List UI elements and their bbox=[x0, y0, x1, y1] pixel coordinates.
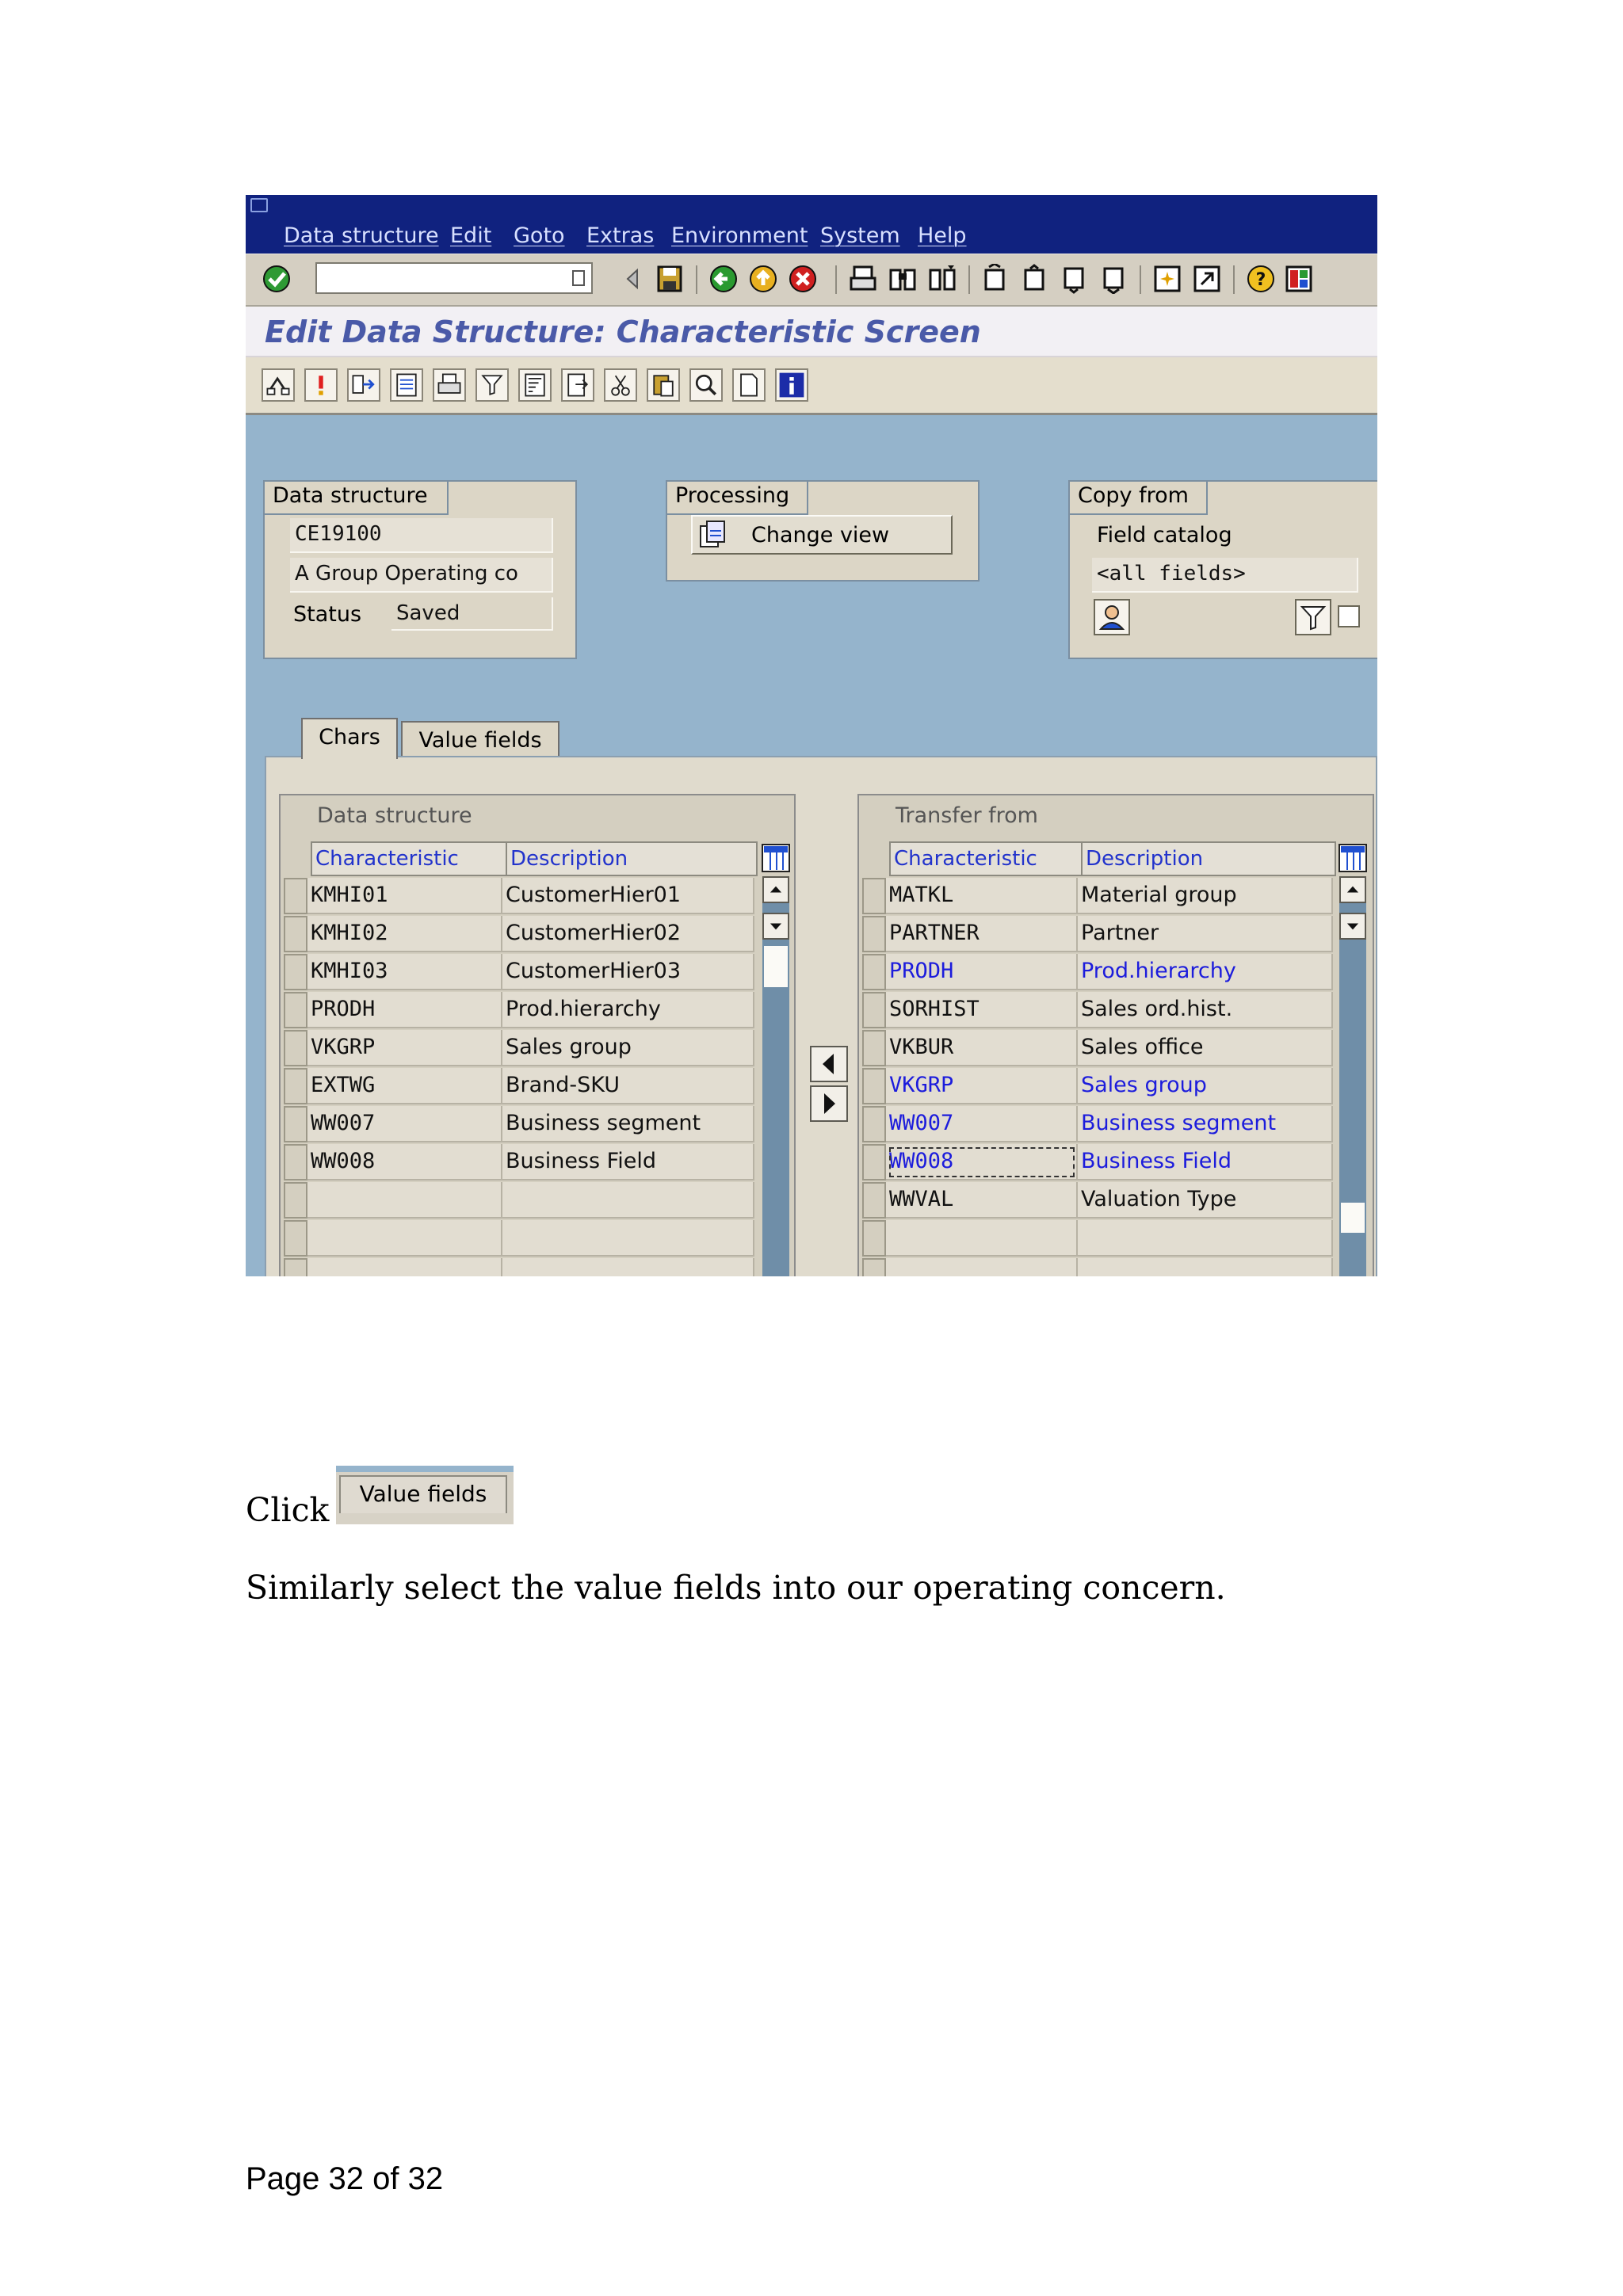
processing-group-title: Processing bbox=[675, 483, 790, 508]
characteristic-cell bbox=[307, 1258, 502, 1276]
screen-title-bar bbox=[246, 307, 1377, 357]
characteristic-cell: PRODH bbox=[886, 954, 1078, 990]
details-icon[interactable] bbox=[390, 368, 423, 402]
cut-icon[interactable] bbox=[604, 368, 637, 402]
description-cell: Prod.hierarchy bbox=[1078, 954, 1333, 990]
description-cell bbox=[502, 1182, 754, 1219]
left-scroll-thumb[interactable] bbox=[764, 946, 788, 987]
transfer-icon[interactable] bbox=[347, 368, 380, 402]
transfer-right-arrow-icon[interactable] bbox=[810, 1085, 848, 1122]
find-icon[interactable] bbox=[888, 264, 918, 294]
left-table-title: Data structure bbox=[317, 803, 472, 828]
description-cell bbox=[502, 1258, 754, 1276]
characteristic-cell bbox=[307, 1220, 502, 1257]
description-cell: Sales ord.hist. bbox=[1078, 992, 1333, 1028]
row-selector[interactable] bbox=[284, 992, 307, 1028]
save-icon[interactable] bbox=[655, 264, 685, 294]
table-row[interactable] bbox=[862, 992, 1338, 1030]
data-structure-name-field: CE19100 bbox=[290, 518, 553, 553]
menu-bar bbox=[246, 195, 1377, 254]
paste-icon[interactable] bbox=[647, 368, 680, 402]
characteristic-cell bbox=[307, 1182, 502, 1219]
instruction-paragraph: Similarly select the value fields into our operating concern. bbox=[246, 1569, 1226, 1607]
table-row[interactable] bbox=[284, 1106, 759, 1144]
row-selector[interactable] bbox=[284, 916, 307, 952]
toolbar-separator bbox=[1140, 265, 1141, 294]
table-row[interactable] bbox=[284, 992, 759, 1030]
row-selector[interactable] bbox=[284, 1030, 307, 1066]
table-row[interactable] bbox=[284, 1068, 759, 1106]
information-icon[interactable] bbox=[775, 368, 808, 402]
description-cell: Business Field bbox=[1078, 1144, 1333, 1180]
characteristic-cell: EXTWG bbox=[307, 1068, 502, 1104]
last-page-icon[interactable] bbox=[1098, 264, 1128, 294]
table-row[interactable] bbox=[284, 1182, 759, 1220]
right-table-rows bbox=[862, 878, 1338, 1276]
row-selector[interactable] bbox=[862, 992, 886, 1028]
system-menu-icon[interactable] bbox=[250, 198, 268, 212]
help-icon[interactable] bbox=[1246, 264, 1276, 294]
table-row[interactable] bbox=[862, 1220, 1338, 1258]
scroll-up-icon[interactable] bbox=[762, 876, 789, 903]
status-value: Saved bbox=[391, 597, 553, 631]
toolbar-separator bbox=[968, 265, 970, 294]
page-footer: Page 32 of 32 bbox=[246, 2161, 444, 2196]
description-cell: CustomerHier03 bbox=[502, 954, 754, 990]
description-cell: Partner bbox=[1078, 916, 1333, 952]
row-selector[interactable] bbox=[862, 878, 886, 914]
right-vertical-scrollbar[interactable] bbox=[1339, 876, 1366, 1276]
next-page-icon[interactable] bbox=[1059, 264, 1089, 294]
characteristic-cell: WW007 bbox=[307, 1106, 502, 1142]
characteristic-cell: KMHI01 bbox=[307, 878, 502, 914]
tab-value-fields-label: Value fields bbox=[418, 728, 542, 753]
right-column-config-icon[interactable] bbox=[1338, 843, 1368, 873]
table-row[interactable] bbox=[284, 1030, 759, 1068]
table-row[interactable] bbox=[862, 1068, 1338, 1106]
description-cell: Brand-SKU bbox=[502, 1068, 754, 1104]
row-selector[interactable] bbox=[284, 1220, 307, 1257]
description-cell: CustomerHier01 bbox=[502, 878, 754, 914]
description-cell bbox=[1078, 1220, 1333, 1257]
search-icon[interactable] bbox=[689, 368, 723, 402]
left-column-config-icon[interactable] bbox=[761, 843, 791, 873]
characteristic-cell: PARTNER bbox=[886, 916, 1078, 952]
menu-edit[interactable]: Edit bbox=[450, 223, 492, 248]
right-table bbox=[857, 794, 1374, 1276]
left-table bbox=[279, 794, 796, 1276]
description-cell: Business Field bbox=[502, 1144, 754, 1180]
row-selector[interactable] bbox=[862, 916, 886, 952]
row-selector[interactable] bbox=[862, 1144, 886, 1180]
enter-checkmark-icon[interactable] bbox=[262, 264, 292, 294]
table-row[interactable] bbox=[862, 1182, 1338, 1220]
change-view-icon bbox=[697, 520, 727, 550]
description-cell: Sales group bbox=[1078, 1068, 1333, 1104]
application-toolbar bbox=[246, 357, 1377, 415]
toolbar-separator bbox=[1233, 265, 1235, 294]
other-structure-icon[interactable] bbox=[262, 368, 295, 402]
print-list-icon[interactable] bbox=[433, 368, 466, 402]
tab-chars[interactable] bbox=[301, 718, 398, 759]
click-instruction-text: Click bbox=[246, 1491, 330, 1529]
toolbar-separator bbox=[835, 265, 837, 294]
menu-help[interactable]: Help bbox=[918, 223, 967, 248]
copy-from-group-title: Copy from bbox=[1078, 483, 1189, 508]
table-row[interactable] bbox=[862, 1106, 1338, 1144]
data-structure-description-field: A Group Operating co bbox=[290, 558, 553, 593]
table-row[interactable] bbox=[862, 878, 1338, 916]
row-selector[interactable] bbox=[284, 1068, 307, 1104]
characteristic-cell: WW008 bbox=[307, 1144, 502, 1180]
new-document-icon[interactable] bbox=[732, 368, 766, 402]
menu-system[interactable]: System bbox=[820, 223, 900, 248]
row-selector[interactable] bbox=[862, 1068, 886, 1104]
export-icon[interactable] bbox=[561, 368, 594, 402]
tab-chars-label: Chars bbox=[319, 725, 380, 749]
table-row[interactable] bbox=[284, 1220, 759, 1258]
value-fields-button-label: Value fields bbox=[339, 1475, 507, 1513]
row-selector[interactable] bbox=[862, 1182, 886, 1219]
find-next-icon[interactable] bbox=[927, 264, 957, 294]
characteristic-cell: WW007 bbox=[886, 1106, 1078, 1142]
description-cell: CustomerHier02 bbox=[502, 916, 754, 952]
menu-goto[interactable]: Goto bbox=[514, 223, 565, 248]
row-selector[interactable] bbox=[862, 1106, 886, 1142]
exit-icon[interactable] bbox=[748, 264, 778, 294]
description-cell: Prod.hierarchy bbox=[502, 992, 754, 1028]
description-cell: Sales group bbox=[502, 1030, 754, 1066]
filter-selection-icon[interactable] bbox=[1295, 599, 1331, 635]
characteristic-cell: VKBUR bbox=[886, 1030, 1078, 1066]
layout-menu-icon[interactable] bbox=[1284, 264, 1314, 294]
change-view-label: Change view bbox=[751, 523, 890, 547]
description-cell: Material group bbox=[1078, 878, 1333, 914]
screen-title: Edit Data Structure: Characteristic Screen bbox=[265, 315, 981, 349]
characteristic-cell bbox=[886, 1258, 1078, 1276]
filter-icon[interactable] bbox=[475, 368, 509, 402]
value-fields-button-image bbox=[336, 1466, 514, 1524]
copy-from-group bbox=[1068, 480, 1377, 659]
description-cell: Business segment bbox=[502, 1106, 754, 1142]
table-row[interactable] bbox=[284, 1258, 759, 1276]
sap-window bbox=[246, 195, 1377, 1276]
description-cell bbox=[502, 1220, 754, 1257]
description-cell: Valuation Type bbox=[1078, 1182, 1333, 1219]
menu-extras[interactable]: Extras bbox=[586, 223, 655, 248]
characteristic-cell: VKGRP bbox=[886, 1068, 1078, 1104]
row-selector[interactable] bbox=[862, 1030, 886, 1066]
characteristic-cell: WW008 bbox=[886, 1144, 1078, 1180]
field-catalog-label: Field catalog bbox=[1097, 523, 1232, 547]
row-selector[interactable] bbox=[862, 1258, 886, 1276]
first-page-icon[interactable] bbox=[980, 264, 1010, 294]
characteristic-cell: SORHIST bbox=[886, 992, 1078, 1028]
row-selector[interactable] bbox=[862, 954, 886, 990]
scroll-down-icon[interactable] bbox=[1339, 913, 1366, 940]
back-icon[interactable] bbox=[708, 264, 739, 294]
previous-page-icon[interactable] bbox=[1019, 264, 1049, 294]
row-selector[interactable] bbox=[284, 1258, 307, 1276]
left-vertical-scrollbar[interactable] bbox=[762, 876, 789, 1276]
left-header-characteristic[interactable]: Characteristic bbox=[311, 841, 507, 876]
characteristic-cell: KMHI03 bbox=[307, 954, 502, 990]
right-header-description[interactable]: Description bbox=[1081, 841, 1336, 876]
characteristic-cell: PRODH bbox=[307, 992, 502, 1028]
characteristic-cell: MATKL bbox=[886, 878, 1078, 914]
left-table-rows bbox=[284, 878, 759, 1276]
menu-data-structure[interactable]: Data structure bbox=[284, 223, 439, 248]
chars-tab-panel bbox=[265, 756, 1377, 1276]
left-header-description[interactable]: Description bbox=[506, 841, 758, 876]
standard-toolbar bbox=[246, 254, 1377, 307]
command-history-icon[interactable] bbox=[572, 270, 585, 286]
field-catalog-value-field[interactable]: <all fields> bbox=[1092, 558, 1358, 593]
data-structure-group bbox=[263, 480, 577, 659]
toolbar-separator bbox=[696, 265, 697, 294]
table-row[interactable] bbox=[284, 916, 759, 954]
characteristic-cell: WWVAL bbox=[886, 1182, 1078, 1219]
tab-value-fields[interactable] bbox=[401, 721, 559, 759]
processing-group bbox=[666, 480, 980, 582]
characteristic-cell: VKGRP bbox=[307, 1030, 502, 1066]
info-marker-icon[interactable] bbox=[304, 368, 338, 402]
back-arrow-small-icon[interactable] bbox=[618, 264, 648, 294]
table-row[interactable] bbox=[862, 1144, 1338, 1182]
shortcut-icon[interactable] bbox=[1192, 264, 1222, 294]
cancel-icon[interactable] bbox=[788, 264, 818, 294]
row-selector[interactable] bbox=[284, 954, 307, 990]
scroll-up-icon[interactable] bbox=[1339, 876, 1366, 903]
row-selector[interactable] bbox=[284, 1182, 307, 1219]
sort-icon[interactable] bbox=[518, 368, 552, 402]
table-row[interactable] bbox=[862, 1258, 1338, 1276]
table-row[interactable] bbox=[862, 1030, 1338, 1068]
svg-text:?: ? bbox=[1255, 270, 1266, 290]
table-row[interactable] bbox=[284, 1144, 759, 1182]
right-header-characteristic[interactable]: Characteristic bbox=[889, 841, 1083, 876]
description-cell: Sales office bbox=[1078, 1030, 1333, 1066]
data-structure-group-title: Data structure bbox=[273, 483, 428, 508]
transfer-left-arrow-icon[interactable] bbox=[810, 1046, 848, 1082]
command-field[interactable] bbox=[315, 262, 593, 294]
print-icon[interactable] bbox=[848, 264, 878, 294]
filter-checkbox[interactable] bbox=[1338, 605, 1360, 627]
create-session-icon[interactable] bbox=[1152, 264, 1182, 294]
row-selector[interactable] bbox=[284, 878, 307, 914]
description-cell: Business segment bbox=[1078, 1106, 1333, 1142]
characteristic-cell bbox=[886, 1220, 1078, 1257]
table-row[interactable] bbox=[862, 954, 1338, 992]
scroll-down-icon[interactable] bbox=[762, 913, 789, 940]
status-label: Status bbox=[293, 602, 362, 627]
change-view-button[interactable] bbox=[691, 515, 953, 555]
characteristic-cell: KMHI02 bbox=[307, 916, 502, 952]
person-select-icon[interactable] bbox=[1094, 599, 1130, 635]
table-row[interactable] bbox=[284, 954, 759, 992]
row-selector[interactable] bbox=[862, 1220, 886, 1257]
description-cell bbox=[1078, 1258, 1333, 1276]
right-table-title: Transfer from bbox=[896, 803, 1038, 828]
row-selector[interactable] bbox=[284, 1144, 307, 1180]
table-row[interactable] bbox=[284, 878, 759, 916]
menu-environment[interactable]: Environment bbox=[671, 223, 808, 248]
row-selector[interactable] bbox=[284, 1106, 307, 1142]
right-scroll-thumb[interactable] bbox=[1341, 1203, 1365, 1233]
table-row[interactable] bbox=[862, 916, 1338, 954]
